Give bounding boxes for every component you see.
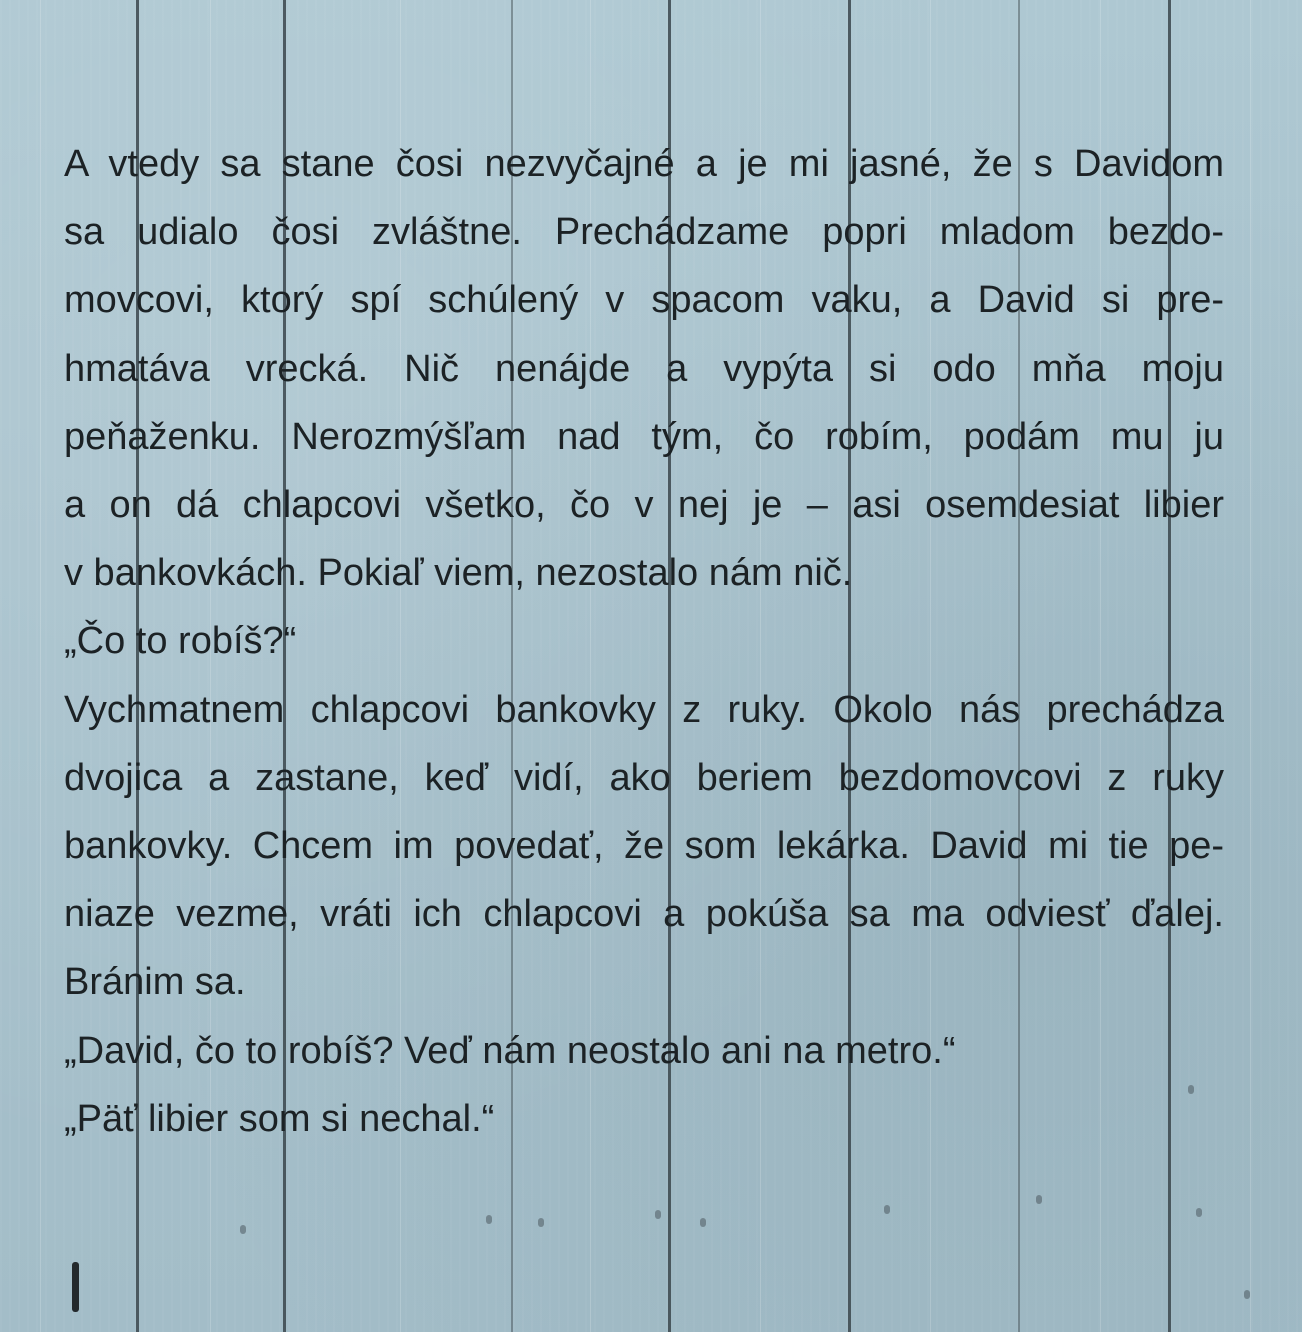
- text-line: dvojica a zastane, keď vidí, ako beriem bezdomovcovi z ruky: [64, 756, 1224, 799]
- nail-hole: [538, 1218, 544, 1227]
- nail-hole: [240, 1225, 246, 1234]
- text-line: peňaženku. Nerozmýšľam nad tým, čo robím, podám mu ju: [64, 415, 1224, 458]
- text-line: hmatáva vrecká. Nič nenájde a vypýta si odo mňa moju: [64, 347, 1224, 390]
- text-line: sa udialo čosi zvláštne. Prechádzame popri mladom bezdo-: [64, 211, 1224, 254]
- text-line: niaze vezme, vráti ich chlapcovi a pokúša sa ma odviesť ďalej.: [64, 893, 1224, 936]
- nail-hole: [1036, 1195, 1042, 1204]
- wood-grain: [40, 0, 41, 1332]
- nail-hole: [1196, 1208, 1202, 1217]
- text-line: A vtedy sa stane čosi nezvyčajné a je mi jasné, že s Davidom: [64, 143, 1224, 185]
- book-text: [64, 130, 1224, 1153]
- wood-grain: [1250, 0, 1251, 1332]
- dialogue-line: „David, čo to robíš? Veď nám neostalo ani na metro.“: [64, 1029, 956, 1072]
- nail-hole: [884, 1205, 890, 1214]
- text-line: Vychmatnem chlapcovi bankovky z ruky. Okolo nás prechádza: [64, 688, 1224, 731]
- text-line: movcovi, ktorý spí schúlený v spacom vaku, a David si pre-: [64, 279, 1224, 322]
- nail-hole: [486, 1215, 492, 1224]
- nail-hole: [1244, 1290, 1250, 1299]
- text-line: bankovky. Chcem im povedať, že som lekárka. David mi tie pe-: [64, 825, 1224, 868]
- nail-hole: [700, 1218, 706, 1227]
- dialogue-line: „Čo to robíš?“: [64, 620, 297, 663]
- text-line: v bankovkách. Pokiaľ viem, nezostalo nám nič.: [64, 552, 853, 595]
- nail-hole: [655, 1210, 661, 1219]
- text-line: Bránim sa.: [64, 961, 246, 1004]
- dialogue-line: „Päť libier som si nechal.“: [64, 1097, 495, 1140]
- edge-mark: [72, 1262, 79, 1312]
- text-line: a on dá chlapcovi všetko, čo v nej je – asi osemdesiat libier: [64, 484, 1224, 527]
